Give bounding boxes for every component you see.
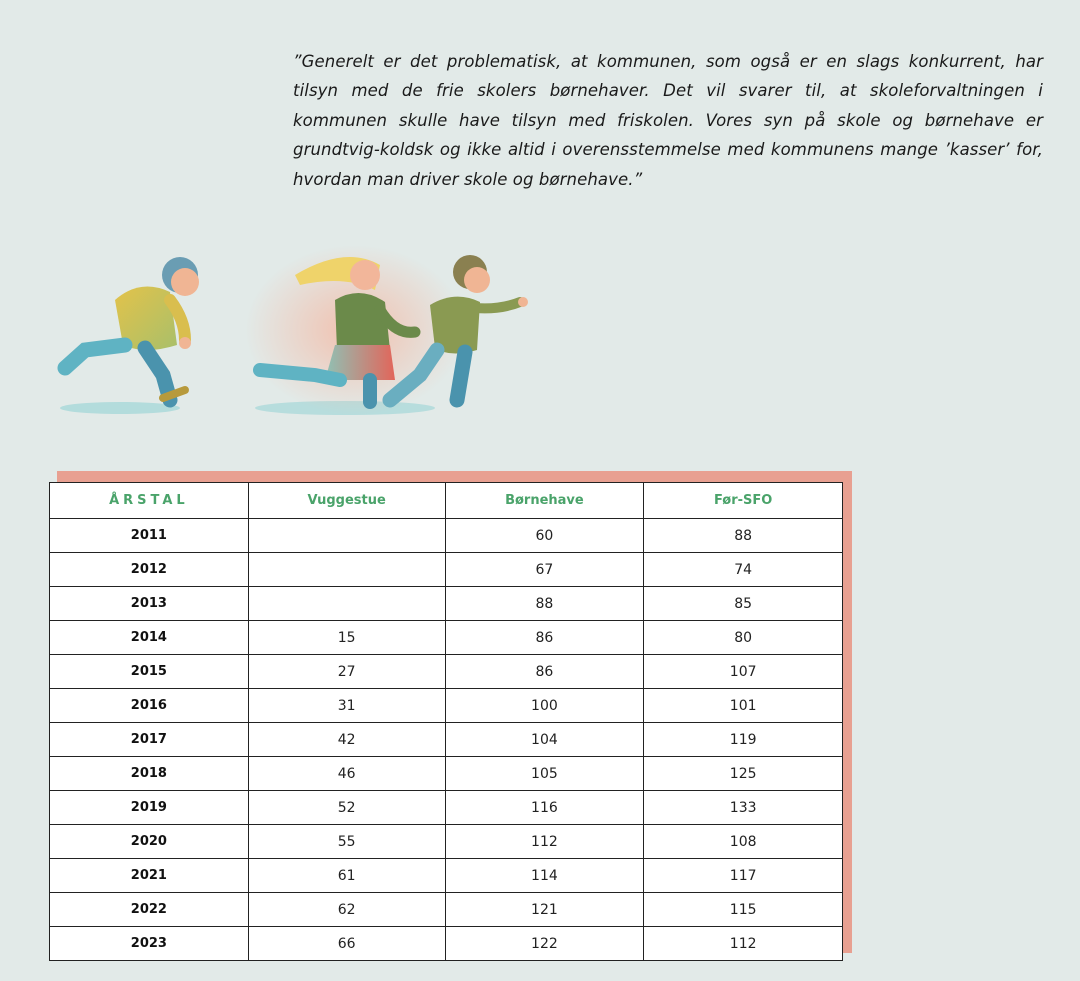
table-row	[50, 791, 843, 825]
year-cell: 2023	[50, 927, 249, 961]
table-row	[50, 927, 843, 961]
year-cell: 2022	[50, 893, 249, 927]
year-cell: 2012	[50, 553, 249, 587]
for-sfo-cell: 101	[644, 689, 843, 723]
bornehave-cell: 60	[445, 519, 644, 553]
year-cell: 2014	[50, 621, 249, 655]
table-row	[50, 553, 843, 587]
statistics-table	[49, 482, 843, 961]
for-sfo-cell: 80	[644, 621, 843, 655]
vuggestue-cell: 42	[248, 723, 445, 757]
header-arstal: ÅRSTAL	[50, 483, 249, 519]
bornehave-cell: 67	[445, 553, 644, 587]
table-row	[50, 587, 843, 621]
bornehave-cell: 86	[445, 655, 644, 689]
for-sfo-cell: 107	[644, 655, 843, 689]
table-row	[50, 723, 843, 757]
bornehave-cell: 122	[445, 927, 644, 961]
vuggestue-cell: 55	[248, 825, 445, 859]
header-vuggestue: Vuggestue	[248, 483, 445, 519]
vuggestue-cell: 61	[248, 859, 445, 893]
year-cell: 2020	[50, 825, 249, 859]
year-cell: 2013	[50, 587, 249, 621]
vuggestue-cell: 46	[248, 757, 445, 791]
for-sfo-cell: 133	[644, 791, 843, 825]
year-cell: 2016	[50, 689, 249, 723]
running-children-illustration	[45, 240, 535, 430]
for-sfo-cell: 74	[644, 553, 843, 587]
bornehave-cell: 104	[445, 723, 644, 757]
header-bornehave: Børnehave	[445, 483, 644, 519]
header-for-sfo: Før-SFO	[644, 483, 843, 519]
table-header-row	[50, 483, 843, 519]
for-sfo-cell: 119	[644, 723, 843, 757]
table-row	[50, 825, 843, 859]
vuggestue-cell	[248, 587, 445, 621]
vuggestue-cell: 62	[248, 893, 445, 927]
bornehave-cell: 88	[445, 587, 644, 621]
for-sfo-cell: 108	[644, 825, 843, 859]
for-sfo-cell: 88	[644, 519, 843, 553]
year-cell: 2015	[50, 655, 249, 689]
table-row	[50, 621, 843, 655]
year-cell: 2018	[50, 757, 249, 791]
vuggestue-cell: 52	[248, 791, 445, 825]
bornehave-cell: 121	[445, 893, 644, 927]
year-cell: 2021	[50, 859, 249, 893]
year-cell: 2017	[50, 723, 249, 757]
for-sfo-cell: 85	[644, 587, 843, 621]
vuggestue-cell	[248, 519, 445, 553]
bornehave-cell: 112	[445, 825, 644, 859]
table-row	[50, 689, 843, 723]
bornehave-cell: 86	[445, 621, 644, 655]
vuggestue-cell: 31	[248, 689, 445, 723]
for-sfo-cell: 115	[644, 893, 843, 927]
vuggestue-cell: 27	[248, 655, 445, 689]
for-sfo-cell: 125	[644, 757, 843, 791]
bornehave-cell: 100	[445, 689, 644, 723]
vuggestue-cell: 15	[248, 621, 445, 655]
vuggestue-cell	[248, 553, 445, 587]
for-sfo-cell: 112	[644, 927, 843, 961]
bornehave-cell: 105	[445, 757, 644, 791]
year-cell: 2019	[50, 791, 249, 825]
table-row	[50, 655, 843, 689]
table-row	[50, 859, 843, 893]
vuggestue-cell: 66	[248, 927, 445, 961]
bornehave-cell: 116	[445, 791, 644, 825]
bornehave-cell: 114	[445, 859, 644, 893]
for-sfo-cell: 117	[644, 859, 843, 893]
table-row	[50, 757, 843, 791]
quote-text: ”Generelt er det problematisk, at kommunen, som også er en slags konkurrent, har tilsyn med de frie skolers børnehaver. Det vil svarer til, at skoleforvaltningen i kommunen skulle have tilsyn med friskolen. Vores syn på skole og børnehave er grundtvig-koldsk og ikke altid i overensstemmelse med kommunens mange ’kasser’ for, hvordan man driver skole og børnehave.”	[293, 51, 1043, 189]
year-cell: 2011	[50, 519, 249, 553]
table-row	[50, 519, 843, 553]
table-row	[50, 893, 843, 927]
